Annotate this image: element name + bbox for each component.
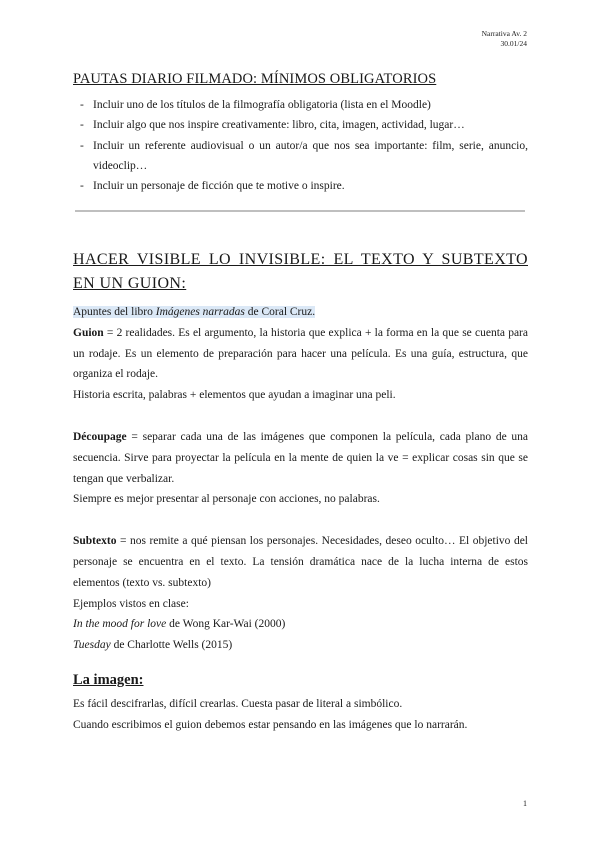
imagen-line-2: Cuando escribimos el guion debemos estar pensando en las imágenes que lo narrarán.: [73, 718, 468, 731]
example-1: In the mood for love de Wong Kar-Wai (2000): [73, 618, 286, 631]
imagen-line-1: Es fácil descifrarlas, difícil crearlas. Cuesta pasar de literal a simbólico.: [73, 697, 403, 710]
list-item: - Incluir algo que nos inspire creativamente: libro, cita, imagen, actividad, lugar…: [80, 119, 465, 132]
page-number: 1: [523, 799, 527, 808]
book-title: Imágenes narradas: [155, 306, 245, 318]
divider: [75, 210, 525, 212]
section-body: [73, 302, 528, 736]
term-decoupage: Découpage: [73, 430, 127, 443]
list-item: - Incluir un referente audiovisual o un autor/a que nos sea importante: film, serie, anuncio, videoclip…: [80, 139, 528, 172]
section-title: HACER VISIBLE LO INVISIBLE: EL TEXTO Y SUBTEXTO EN UN GUION:: [73, 251, 528, 292]
guion-paragraph: Guion = 2 realidades. Es el argumento, la historia que explica + la forma en la que se cuenta para un rodaje. Es un elemento de preparación para hacer una película. Es una guía, estructura, que organiza el rodaje.: [73, 326, 528, 381]
header-course: Narrativa Av. 2: [481, 29, 527, 38]
list-item: - Incluir un personaje de ficción que te motive o inspire.: [80, 180, 345, 193]
header-date: 30.01/24: [500, 39, 527, 48]
apuntes-line: Apuntes del libro Imágenes narradas de Coral Cruz.: [73, 306, 316, 318]
pautas-title: PAUTAS DIARIO FILMADO: MÍNIMOS OBLIGATORIOS: [73, 71, 437, 87]
examples-label: Ejemplos vistos en clase:: [73, 597, 189, 610]
subtexto-paragraph: Subtexto = nos remite a qué piensan los personajes. Necesidades, deseo oculto… El objetivo del personaje se encuentra en el texto. La tensión dramática nace de la lucha interna de estos elementos (texto vs. subtexto): [73, 535, 528, 589]
decoupage-paragraph: Découpage = separar cada una de las imágenes que componen la película, cada plano de una secuencia. Sirve para proyectar la película en la mente de quien la ve = explicar cosas sin que se tengan que verbalizar.: [73, 430, 528, 485]
term-guion: Guion: [73, 326, 104, 339]
list-item: - Incluir uno de los títulos de la filmografía obligatoria (lista en el Moodle): [80, 99, 431, 111]
page-header: [482, 29, 527, 49]
decoupage-note: Siempre es mejor presentar al personaje con acciones, no palabras.: [73, 493, 380, 506]
pautas-list: [73, 95, 528, 196]
term-subtexto: Subtexto: [73, 535, 117, 548]
imagen-title: La imagen:: [73, 671, 144, 688]
example-2: Tuesday de Charlotte Wells (2015): [73, 639, 233, 652]
guion-note: Historia escrita, palabras + elementos que ayudan a imaginar una peli.: [73, 389, 396, 402]
